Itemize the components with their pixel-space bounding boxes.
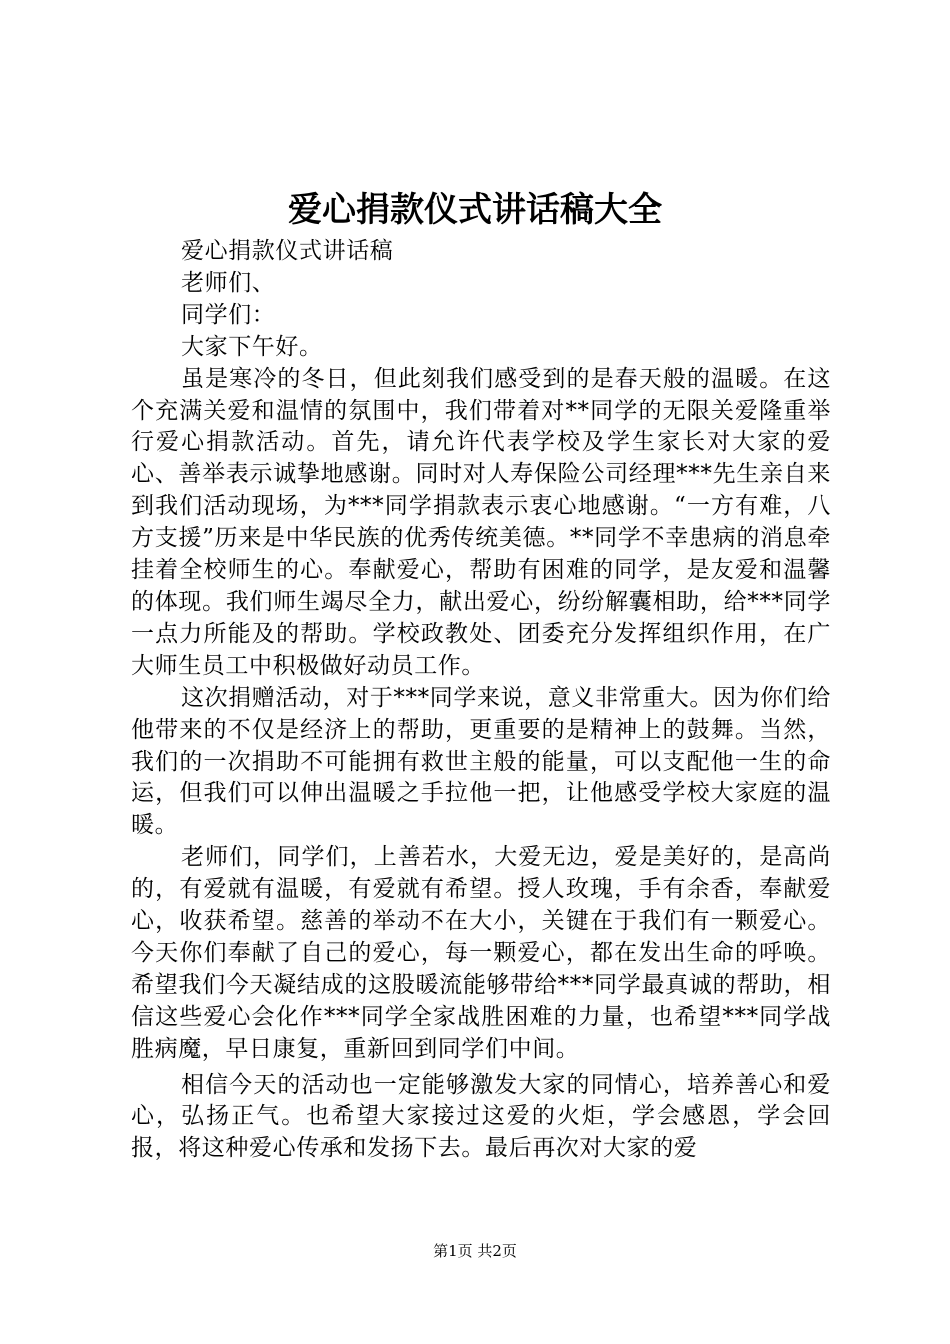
paragraph-4: 相信今天的活动也一定能够激发大家的同情心，培养善心和爱心，弘扬正气。也希望大家接过这爱的火炬，学会感恩，学会回报，将这种爱心传承和发扬下去。最后再次对大家的爱 [131,1071,831,1162]
paragraph-3: 老师们，同学们，上善若水，大爱无边，爱是美好的，是高尚的，有爱就有温暖，有爱就有希望。授人玫瑰，手有余香，奉献爱心，收获希望。慈善的举动不在大小，关键在于我们有一颗爱心。今天你们奉献了自己的爱心，每一颗爱心，都在发出生命的呼唤。希望我们今天凝结成的这股暖流能够带给***同学最真诚的帮助，相信这些爱心会化作***同学全家战胜困难的力量，也希望***同学战胜病魔，早日康复，重新回到同学们中间。 [131,844,831,1062]
page-footer: 第1页 共2页 [433,1242,517,1260]
subtitle-line: 爱心捐款仪式讲话稿 [181,238,394,264]
document-title: 爱心捐款仪式讲话稿大全 [288,190,662,230]
greeting-line: 大家下午好。 [181,333,323,360]
paragraph-1: 虽是寒冷的冬日，但此刻我们感受到的是春天般的温暖。在这个充满关爱和温情的氛围中，我们带着对**同学的无限关爱隆重举行爱心捐款活动。首先，请允许代表学校及学生家长对大家的爱心、善举表示诚挚地感谢。同时对人寿保险公司经理***先生亲自来到我们活动现场，为***同学捐款表示衷心地感谢。“一方有难，八方支援”历来是中华民族的优秀传统美德。**同学不幸患病的消息牵挂着全校师生的心。奉献爱心，帮助有困难的同学，是友爱和温馨的体现。我们师生竭尽全力，献出爱心，纷纷解囊相助，给***同学一点力所能及的帮助。学校政教处、团委充分发挥组织作用，在广大师生员工中积极做好动员工作。 [131,365,831,679]
salutation-teachers: 老师们、 [181,269,276,296]
paragraph-2: 这次捐赠活动，对于***同学来说，意义非常重大。因为你们给他带来的不仅是经济上的帮助，更重要的是精神上的鼓舞。当然，我们的一次捐助不可能拥有救世主般的能量，可以支配他一生的命运，但我们可以伸出温暖之手拉他一把，让他感受学校大家庭的温暖。 [131,684,831,839]
document-body [131,236,831,1165]
salutation-students: 同学们： [181,301,276,328]
